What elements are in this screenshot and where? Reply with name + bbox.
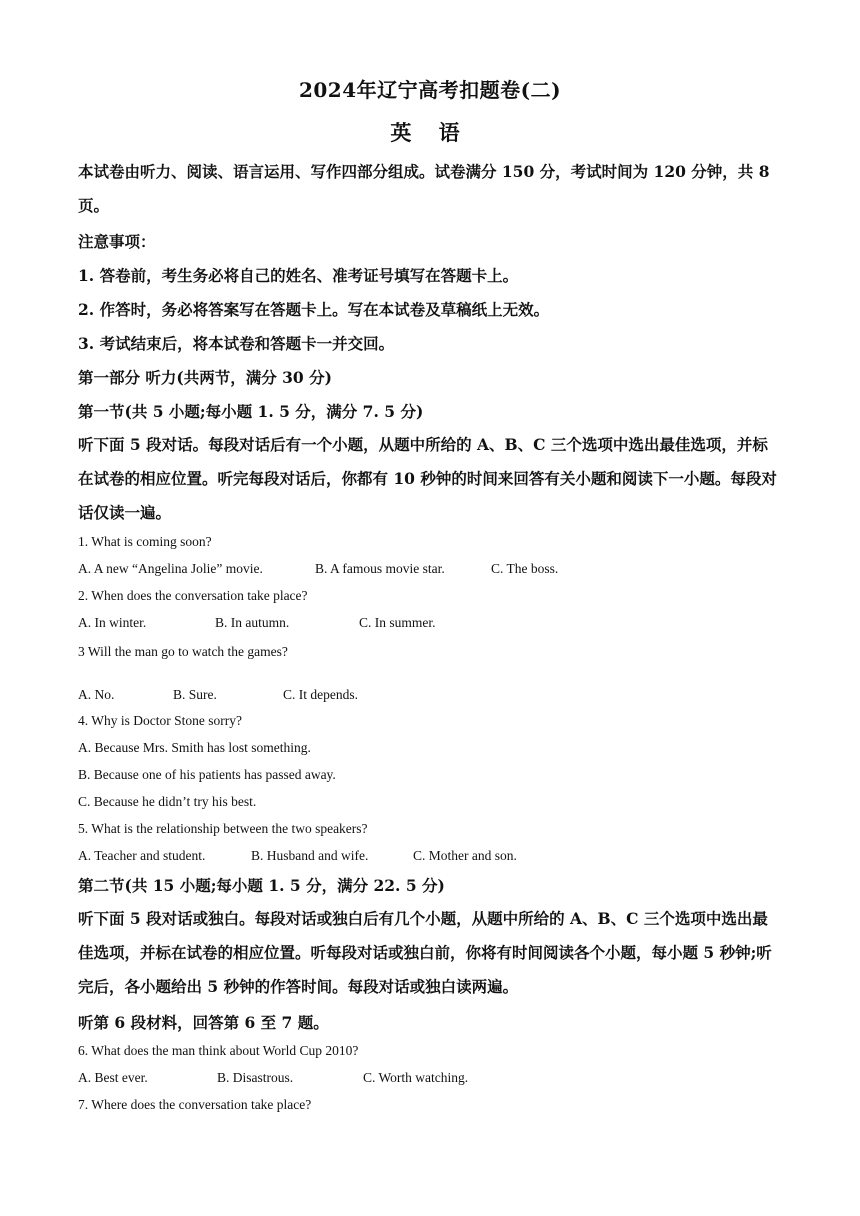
section-heading: 第一节(共 5 小题;每小题 1. 5 分，满分 7. 5 分) — [78, 402, 424, 421]
option-b: B. Sure. — [173, 687, 217, 702]
option-b: B. A famous movie star. — [315, 561, 445, 576]
material-heading: 听第 6 段材料，回答第 6 至 7 题。 — [78, 1013, 329, 1032]
question-text: 1. What is coming soon? — [78, 534, 212, 549]
option-c: C. In summer. — [359, 615, 436, 630]
option-b: B. Husband and wife. — [251, 848, 369, 863]
option-a: A. Because Mrs. Smith has lost something. — [78, 740, 311, 755]
option-b: B. Because one of his patients has passed away. — [78, 767, 336, 782]
option-b: B. Disastrous. — [217, 1070, 294, 1085]
notice-item: 2. 作答时，务必将答案写在答题卡上。写在本试卷及草稿纸上无效。 — [78, 300, 550, 319]
section-instructions: 听下面 5 段对话或独白。每段对话或独白后有几个小题，从题中所给的 A、B、C 三个选项中选出最佳选项，并标在试卷的相应位置。听每段对话或独白前，你将有时间阅读各个小题，每小题 5 秒钟;听完后，各小题给出 5 秒钟的作答时间。每段对话或独白读两遍。 — [78, 909, 772, 996]
option-a: A. In winter. — [78, 615, 147, 630]
option-a: A. Teacher and student. — [78, 848, 206, 863]
option-c: C. Mother and son. — [413, 848, 517, 863]
option-c: C. Worth watching. — [363, 1070, 469, 1085]
intro-paragraph: 本试卷由听力、阅读、语言运用、写作四部分组成。试卷满分 150 分，考试时间为 120 分钟，共 8 页。 — [78, 162, 775, 215]
notice-heading: 注意事项： — [78, 232, 156, 251]
notice-item: 1. 答卷前，考生务必将自己的姓名、准考证号填写在答题卡上。 — [78, 266, 519, 285]
exam-title: 2024年辽宁高考扣题卷(二) — [298, 78, 562, 102]
question-text: 3 Will the man go to watch the games? — [78, 644, 288, 659]
part-heading: 第一部分 听力(共两节，满分 30 分) — [78, 368, 332, 387]
question-text: 4. Why is Doctor Stone sorry? — [78, 713, 242, 728]
option-a: A. Best ever. — [78, 1070, 148, 1085]
option-c: C. Because he didn’t try his best. — [78, 794, 257, 809]
option-a: A. No. — [78, 687, 115, 702]
section-heading: 第二节(共 15 小题;每小题 1. 5 分，满分 22. 5 分) — [78, 876, 445, 895]
option-b: B. In autumn. — [215, 615, 290, 630]
question-text: 5. What is the relationship between the two speakers? — [78, 821, 368, 836]
option-a: A. A new “Angelina Jolie” movie. — [78, 561, 263, 576]
subject-title: 英 语 — [390, 120, 470, 145]
question-text: 2. When does the conversation take place? — [78, 588, 308, 603]
question-text: 6. What does the man think about World Cup 2010? — [78, 1043, 359, 1058]
section-instructions: 听下面 5 段对话。每段对话后有一个小题，从题中所给的 A、B、C 三个选项中选出最佳选项，并标在试卷的相应位置。听完每段对话后，你都有 10 秒钟的时间来回答有关小题和阅读下一小题。每段对话仅读一遍。 — [78, 435, 777, 522]
option-c: C. It depends. — [283, 687, 358, 702]
notice-item: 3. 考试结束后，将本试卷和答题卡一并交回。 — [78, 334, 395, 353]
question-text: 7. Where does the conversation take place? — [78, 1097, 312, 1112]
option-c: C. The boss. — [491, 561, 559, 576]
